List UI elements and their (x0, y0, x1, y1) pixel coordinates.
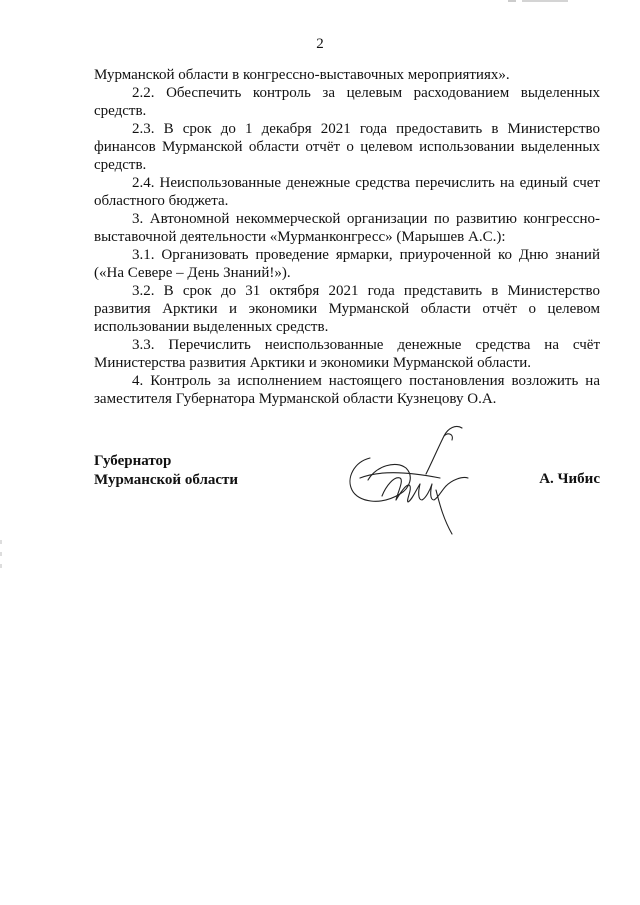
page-number: 2 (316, 36, 324, 52)
paragraph-4: 4. Контроль за исполнением настоящего постановления возложить на заместителя Губернатора Мурманской области Кузнецову О.А. (94, 373, 600, 407)
paragraph-3-2: 3.2. В срок до 31 октября 2021 года представить в Министерство развития Арктики и экономики Мурманской области отчёт о целевом использовании выделенных средств. (94, 283, 600, 335)
paragraph-continuation: Мурманской области в конгрессно-выставочных мероприятиях». (94, 67, 510, 83)
paragraph-2-4: 2.4. Неиспользованные денежные средства перечислить на единый счет областного бюджета. (94, 175, 600, 209)
paragraph-2-3: 2.3. В срок до 1 декабря 2021 года предоставить в Министерство финансов Мурманской области отчёт о целевом использовании выделенных средств. (94, 121, 600, 173)
document-body (94, 66, 600, 408)
signatory-title-line1: Губернатор (94, 453, 172, 469)
scan-edge-marks-left (0, 540, 3, 570)
handwritten-signature (340, 420, 480, 540)
paragraph-2-2: 2.2. Обеспечить контроль за целевым расходованием выделенных средств. (94, 85, 600, 119)
signatory-name: А. Чибис (539, 471, 600, 487)
scan-edge-marks (508, 0, 568, 3)
paragraph-3: 3. Автономной некоммерческой организации по развитию конгрессно-выставочной деятельности «Мурманконгресс» (Марышев А.С.): (94, 211, 600, 245)
paragraph-3-3: 3.3. Перечислить неиспользованные денежные средства на счёт Министерства развития Арктики и экономики Мурманской области. (94, 337, 600, 371)
signatory-title (94, 452, 238, 490)
paragraph-3-1: 3.1. Организовать проведение ярмарки, приуроченной ко Дню знаний («На Севере – День Знаний!»). (94, 247, 600, 281)
signatory-title-line2: Мурманской области (94, 472, 239, 488)
